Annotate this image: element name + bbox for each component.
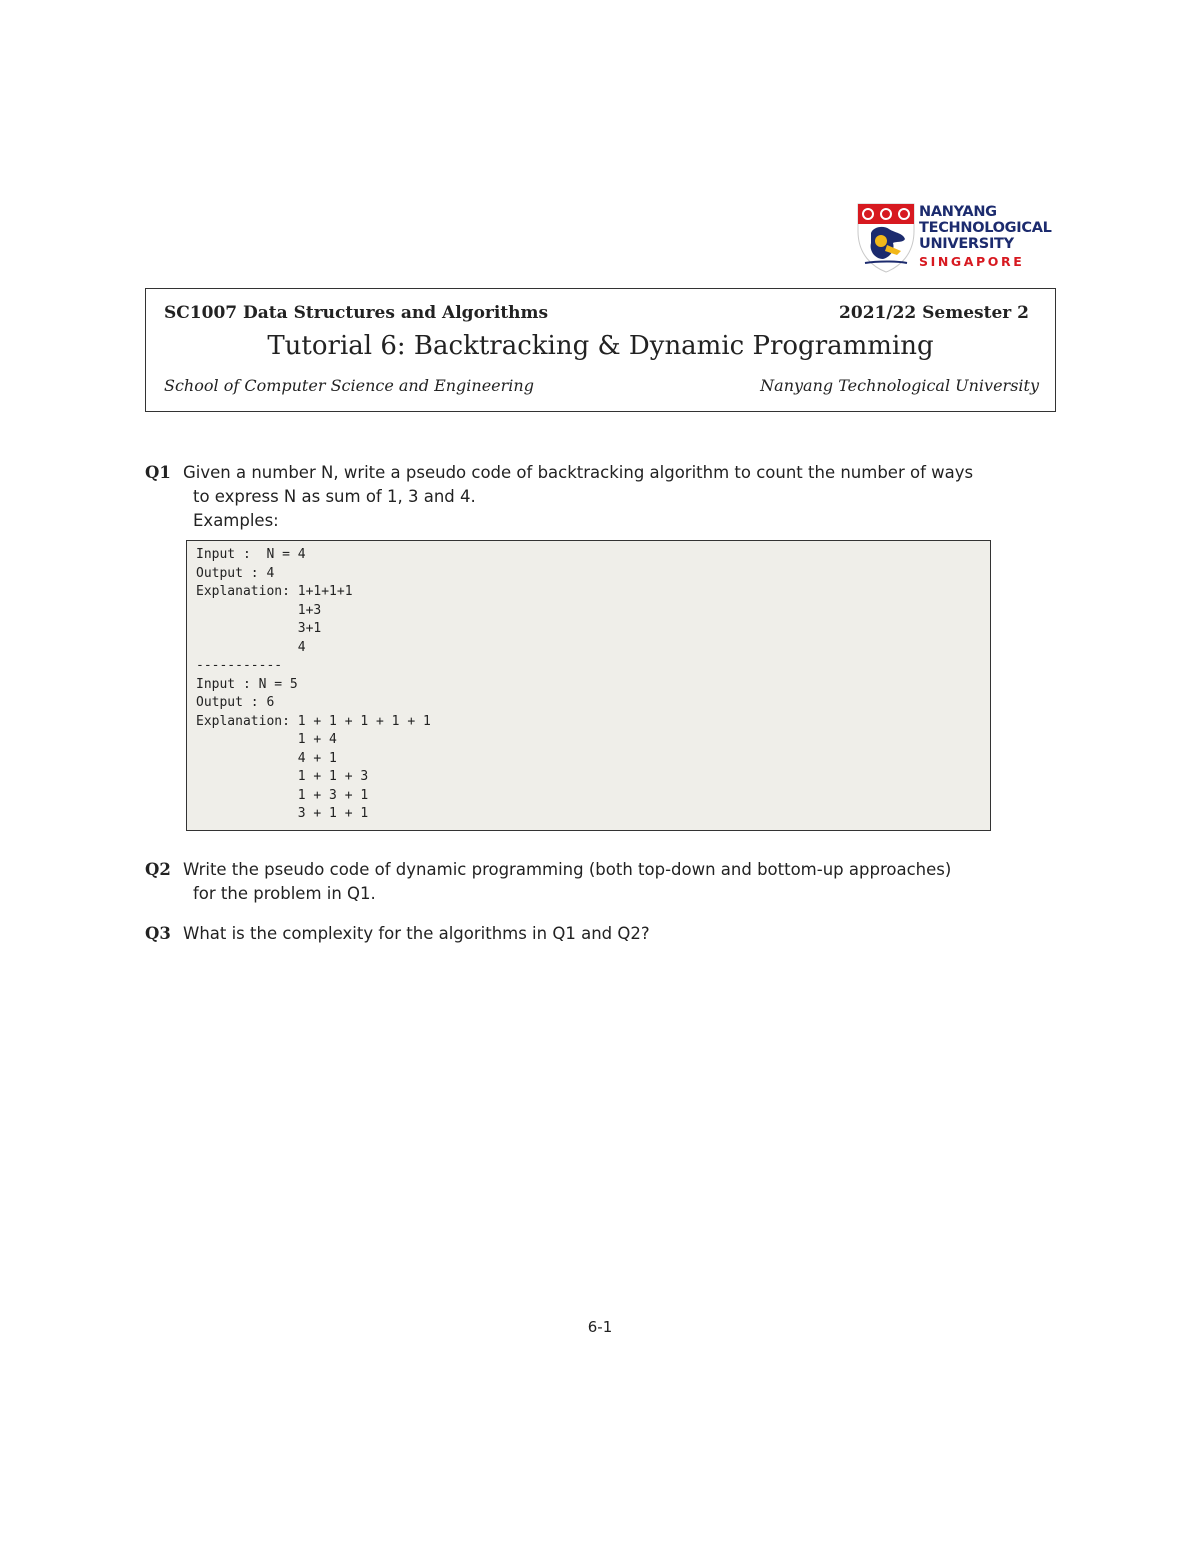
code-line: 1 + 4	[196, 732, 337, 747]
code-line: Output : 6	[196, 695, 275, 710]
examples-code-box	[186, 540, 991, 831]
code-line: 3+1	[196, 621, 322, 636]
code-line: 3 + 1 + 1	[196, 806, 369, 821]
question-text	[183, 858, 1023, 906]
question-label: Q1	[145, 463, 171, 482]
code-line: 4	[196, 639, 306, 655]
university-logo	[857, 203, 1053, 273]
header-box	[145, 288, 1056, 412]
question-label: Q2	[145, 860, 171, 879]
school-name: School of Computer Science and Engineering	[164, 376, 534, 395]
page-title: Tutorial 6: Backtracking & Dynamic Programming	[267, 331, 934, 361]
question-line: What is the complexity for the algorithms in Q1 and Q2?	[183, 924, 650, 943]
code-line: Input : N = 4	[196, 547, 306, 562]
code-line: -----------	[196, 658, 283, 673]
examples-label: Examples:	[193, 511, 279, 530]
question-text	[183, 922, 1023, 946]
question-label: Q3	[145, 924, 171, 943]
code-line: Output : 4	[196, 565, 275, 581]
question-text	[183, 461, 1023, 533]
logo-line-2: TECHNOLOGICAL	[919, 220, 1052, 236]
question-line: Write the pseudo code of dynamic programming (both top-down and bottom-up approaches)	[183, 860, 952, 879]
page-number: 6-1	[587, 1318, 613, 1336]
question-line: to express N as sum of 1, 3 and 4.	[193, 487, 476, 506]
question-line: Given a number N, write a pseudo code of backtracking algorithm to count the number of ways	[183, 463, 974, 482]
semester: 2021/22 Semester 2	[839, 303, 1029, 323]
logo-line-4: SINGAPORE	[919, 254, 1025, 269]
logo-wordmark	[919, 204, 1052, 270]
code-line: Explanation: 1 + 1 + 1 + 1 + 1	[196, 713, 431, 729]
crest-icon	[857, 203, 915, 273]
code-line: 1 + 1 + 3	[196, 769, 369, 784]
logo-line-3: UNIVERSITY	[919, 236, 1014, 252]
logo-line-1: NANYANG	[919, 204, 997, 220]
code-line: Explanation: 1+1+1+1	[196, 584, 353, 599]
university-name: Nanyang Technological University	[760, 376, 1039, 395]
course-name: SC1007 Data Structures and Algorithms	[164, 303, 549, 323]
code-line: 1+3	[196, 602, 322, 618]
code-line: Input : N = 5	[196, 676, 298, 692]
question-line: for the problem in Q1.	[193, 884, 376, 903]
code-line: 4 + 1	[196, 750, 337, 766]
code-line: 1 + 3 + 1	[196, 787, 369, 803]
